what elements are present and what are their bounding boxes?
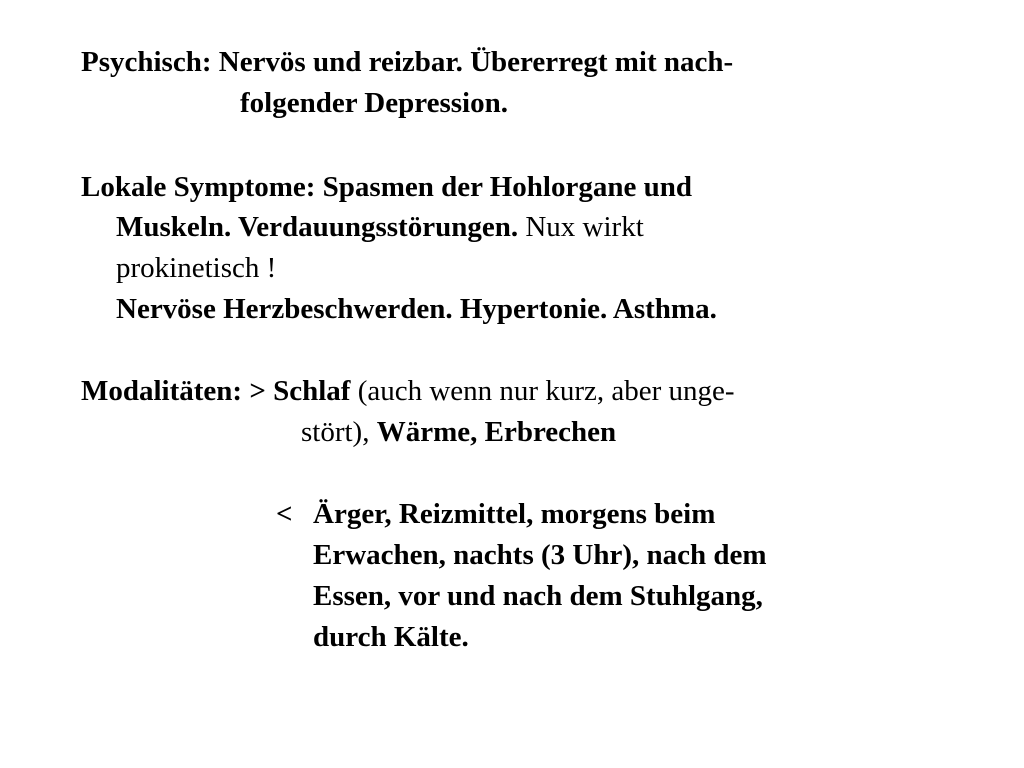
psychisch-text-1: Nervös und reizbar. Übererregt mit nach- (218, 46, 734, 78)
psychisch-line-1 (81, 48, 733, 77)
worse-line-3 (313, 582, 763, 611)
lokale-text-1: Spasmen der Hohlorgane und (322, 171, 692, 203)
worse-symbol-line (276, 500, 293, 529)
lokale-text-4: Nervöse Herzbeschwerden. Hypertonie. Asthma. (116, 293, 717, 325)
worse-text-2: Erwachen, nachts (3 Uhr), nach dem (313, 539, 767, 571)
worse-line-1 (313, 500, 715, 529)
modalitaeten-line-2 (301, 418, 616, 447)
worse-text-3: Essen, vor und nach dem Stuhlgang, (313, 580, 763, 612)
worse-symbol: < (276, 498, 293, 530)
lokale-text-2-bold: Muskeln. Verdauungsstörungen. (116, 211, 519, 243)
worse-text-4: durch Kälte. (313, 621, 469, 653)
better-rest: Wärme, Erbrechen (376, 416, 617, 448)
lokale-label: Lokale Symptome: (81, 171, 316, 203)
better-note-2: stört), (301, 416, 370, 448)
psychisch-line-2 (240, 89, 508, 118)
lokale-line-3 (116, 254, 276, 283)
modalitaeten-line-1 (81, 377, 735, 406)
lokale-line-2 (116, 213, 644, 242)
lokale-text-3: prokinetisch ! (116, 252, 277, 284)
worse-text-1: Ärger, Reizmittel, morgens beim (313, 498, 716, 530)
worse-line-2 (313, 541, 767, 570)
better-symbol: > (249, 375, 266, 407)
psychisch-label: Psychisch: (81, 46, 212, 78)
worse-line-4 (313, 623, 469, 652)
lokale-text-2-normal: Nux wirkt (525, 211, 644, 243)
psychisch-text-2: folgender Depression. (240, 87, 508, 119)
modalitaeten-label: Modalitäten: (81, 375, 243, 407)
lokale-line-1 (81, 173, 692, 202)
better-note-1: (auch wenn nur kurz, aber unge- (357, 375, 735, 407)
better-schlaf: Schlaf (273, 375, 351, 407)
lokale-line-4 (116, 295, 717, 324)
